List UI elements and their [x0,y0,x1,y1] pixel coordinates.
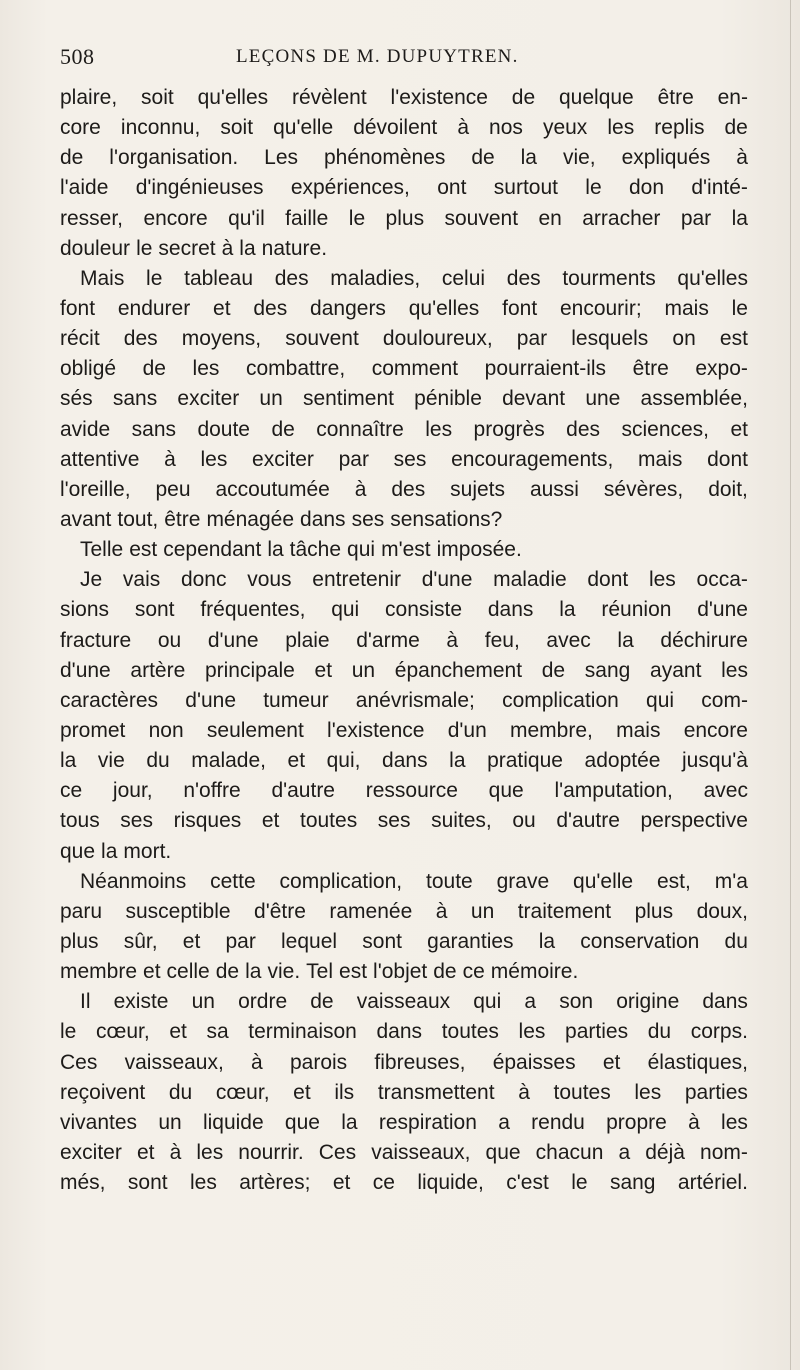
text-line: douleur le secret à la nature. [60,236,328,260]
text-line: vivantes un liquide que la respiration a rendu propre à les [60,1110,748,1134]
text-line: core inconnu, soit qu'elle dévoilent à nos yeux les replis de [60,116,748,140]
text-line: font endurer et des dangers qu'elles font encourir; mais le [60,296,748,320]
text-line: Je vais donc vous entretenir d'une maladie dont les occa- [80,568,748,592]
page-edge [790,0,791,1370]
text-line: l'oreille, peu accoutumée à des sujets aussi sévères, doit, [60,477,748,501]
text-line: l'aide d'ingénieuses expériences, ont surtout le don d'inté- [60,176,748,200]
text-line: de l'organisation. Les phénomènes de la vie, expliqués à [60,146,748,170]
text-line: exciter et à les nourrir. Ces vaisseaux, que chacun a déjà nom- [60,1140,748,1164]
text-line: Ces vaisseaux, à parois fibreuses, épaisses et élastiques, [60,1050,748,1074]
text-line: resser, encore qu'il faille le plus souvent en arracher par la [60,206,748,230]
text-line: la vie du malade, et qui, dans la pratique adoptée jusqu'à [60,749,748,773]
body-text [60,83,748,1198]
text-line: Il existe un ordre de vaisseaux qui a son origine dans [80,990,748,1014]
text-line: tous ses risques et toutes ses suites, ou d'autre perspective [60,809,748,833]
text-line: récit des moyens, souvent douloureux, par lesquels on est [60,327,748,351]
text-line: reçoivent du cœur, et ils transmettent à toutes les parties [60,1080,748,1104]
text-line: plus sûr, et par lequel sont garanties la conservation du [60,929,748,953]
text-line: Néanmoins cette complication, toute grave qu'elle est, m'a [80,869,748,893]
text-line: obligé de les combattre, comment pourraient-ils être expo- [60,357,748,381]
text-line: ce jour, n'offre d'autre ressource que l'amputation, avec [60,779,748,803]
running-title: LEÇONS DE M. DUPUYTREN. [236,46,519,67]
text-line: plaire, soit qu'elles révèlent l'existence de quelque être en- [60,86,748,109]
text-line: sés sans exciter un sentiment pénible devant une assemblée, [60,387,748,411]
text-line: d'une artère principale et un épanchement de sang ayant les [60,658,748,682]
text-line: membre et celle de la vie. Tel est l'objet de ce mémoire. [60,960,579,984]
text-line: paru susceptible d'être ramenée à un traitement plus doux, [60,899,748,923]
text-line: Telle est cependant la tâche qui m'est imposée. [80,538,522,562]
text-line: avant tout, être ménagée dans ses sensations? [60,507,503,531]
text-line: que la mort. [60,839,172,863]
page-header [60,44,760,74]
text-line: avide sans doute de connaître les progrès des sciences, et [60,417,748,441]
text-line: attentive à les exciter par ses encouragements, mais dont [60,447,748,471]
text-line: le cœur, et sa terminaison dans toutes les parties du corps. [60,1020,748,1044]
text-line: promet non seulement l'existence d'un membre, mais encore [60,718,748,742]
text-line: caractères d'une tumeur anévrismale; complication qui com- [60,688,748,712]
text-line: més, sont les artères; et ce liquide, c'est le sang artériel. [60,1171,748,1195]
text-line: fracture ou d'une plaie d'arme à feu, avec la déchirure [60,628,748,652]
page-number: 508 [60,44,95,69]
text-line: Mais le tableau des maladies, celui des tourments qu'elles [80,266,748,290]
text-line: sions sont fréquentes, qui consiste dans la réunion d'une [60,598,748,622]
